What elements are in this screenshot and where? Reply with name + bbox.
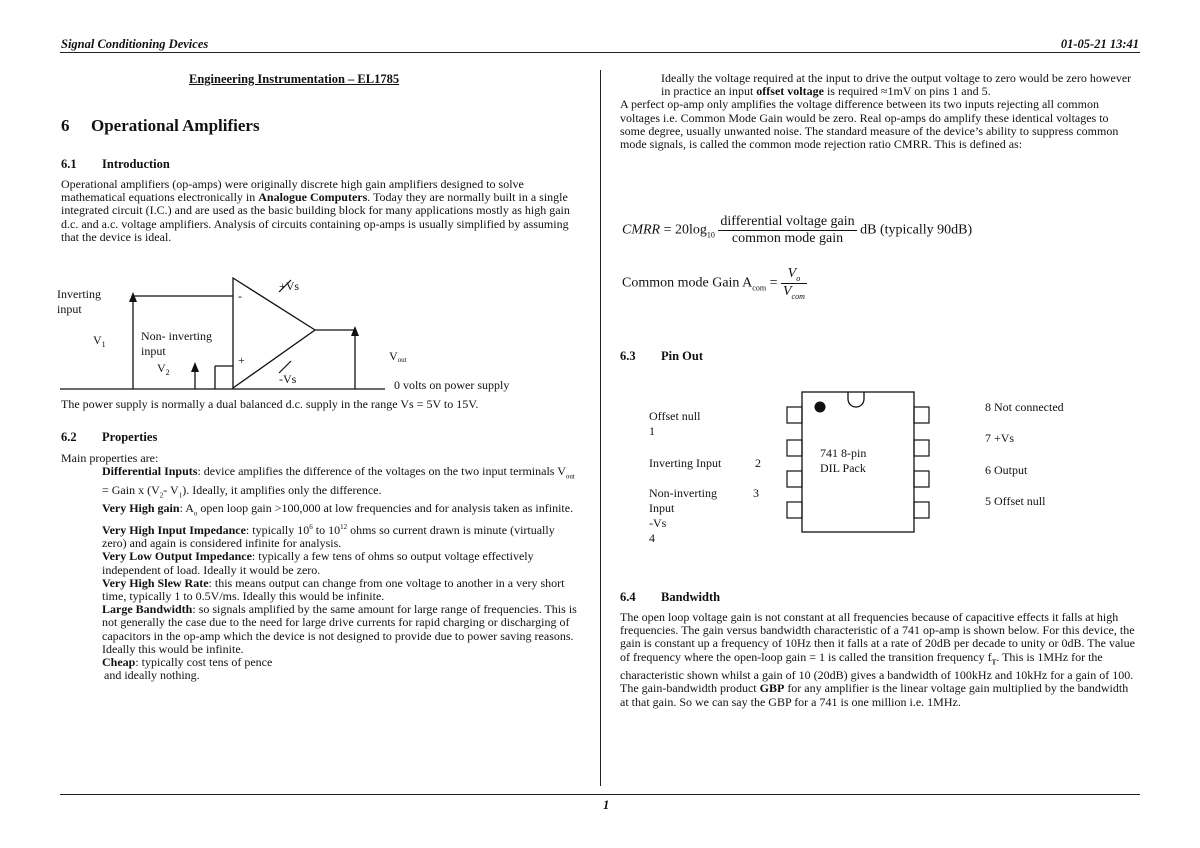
cmrr-symbol: CMRR bbox=[622, 222, 661, 238]
noninverting-input-label-1: Non- inverting bbox=[141, 329, 212, 343]
pin4-number: 4 bbox=[649, 531, 655, 545]
section-number: 6.2 bbox=[61, 430, 77, 444]
section-title: Properties bbox=[102, 430, 158, 444]
list-item: Cheap: typically cost tens of pence bbox=[102, 655, 273, 670]
section-6-3-heading bbox=[620, 349, 703, 364]
pin-8 bbox=[914, 407, 929, 423]
cmrr-formula: CMRR = $20\log_{10}$ $\frac{\text{differential voltage gain}}{\text{common mode gain}}$ dB (typically 90dB) bbox=[622, 214, 973, 246]
acm-fraction: $\frac{V_o}{V_{com}}$ bbox=[782, 266, 805, 301]
pin4-label: -Vs bbox=[649, 516, 667, 530]
running-header-date: 01-05-21 13:41 bbox=[1060, 37, 1139, 51]
pin-1 bbox=[787, 407, 802, 423]
section-6-1-heading bbox=[61, 157, 170, 172]
gbp-term: GBP bbox=[759, 681, 785, 696]
inverting-input-label-2: input bbox=[57, 302, 82, 316]
intro-bold-term: Analogue Computers bbox=[258, 190, 368, 205]
section-6-4-heading bbox=[620, 590, 720, 605]
pin1-marker-dot bbox=[815, 402, 826, 413]
offset-voltage-term: offset voltage bbox=[756, 84, 824, 99]
list-item: Very High Slew Rate: this means output can change from one voltage to another in a very short time, typically 1 to 0.5V/ms. Ideally this would be infinite. bbox=[102, 575, 565, 603]
pin3-label: Non-inverting bbox=[649, 486, 717, 500]
section-title: Introduction bbox=[102, 157, 170, 171]
pin1-number: 1 bbox=[649, 424, 655, 438]
plus-vs-label: +Vs bbox=[279, 279, 300, 293]
zero-volts-label: 0 volts on power supply bbox=[394, 378, 510, 392]
chapter-heading bbox=[61, 116, 260, 136]
chip-label-1: 741 8-pin bbox=[820, 446, 867, 460]
course-title: Engineering Instrumentation – EL1785 bbox=[189, 72, 400, 86]
pin-6 bbox=[914, 471, 929, 487]
pin3-number: 3 bbox=[753, 486, 759, 500]
chip-notch bbox=[848, 392, 864, 407]
section-number: 6.3 bbox=[620, 349, 636, 363]
pin-2 bbox=[787, 440, 802, 456]
common-mode-gain-formula: Common mode Gain $A_{com}$ = $\frac{V_o}{V_{com}}$ bbox=[622, 266, 805, 301]
properties-list bbox=[61, 465, 581, 682]
section-title: Bandwidth bbox=[661, 590, 721, 604]
section-6-2-heading bbox=[61, 430, 157, 445]
pin2-label: Inverting Input bbox=[649, 456, 722, 470]
page-number: 1 bbox=[603, 798, 610, 812]
cmrr-paragraph: A perfect op-amp only amplifies the voltage difference between its two inputs rejecting all common voltages i.e. Common Mode Gain would be zero. Real op-amps do amplify these identical voltages to some degree, usually unwanted noise. The standard measure of the device’s ability to suppress common mode signals, is called the common mode rejection ratio CMRR. This is defined as: bbox=[620, 97, 1119, 152]
pin6-label: 6 Output bbox=[985, 463, 1028, 477]
chapter-number: 6 bbox=[61, 116, 70, 135]
list-item: Very Low Output Impedance: typically a few tens of ohms so output voltage effectively independent of load. Ideally it would be zero. bbox=[102, 549, 534, 577]
pin-5 bbox=[914, 502, 929, 518]
noninverting-input-label-2: input bbox=[141, 344, 166, 358]
minus-sign: - bbox=[238, 289, 242, 303]
list-item: Very High Input Impedance: typically $10^6$ to $10^{12}$ ohms so current drawn is minute (virtually zero) and again is considered infinite for analysis. bbox=[102, 522, 555, 551]
inverting-input-label-1: Inverting bbox=[57, 287, 101, 301]
pin5-label: 5 Offset null bbox=[985, 494, 1046, 508]
list-item: Large Bandwidth: so signals amplified by the same amount for large range of frequencies. This is not generally the case due to the need for large drive currents for rapid charging or discharging of capacitors in the op-amp which the device is not designed to provide due to power saving reasons. Ideally this would be infinite. bbox=[102, 602, 577, 656]
plus-sign: + bbox=[238, 353, 245, 367]
v2-label: $V_2$ bbox=[157, 361, 170, 377]
chip-label-2: DIL Pack bbox=[820, 461, 866, 475]
intro-text-a: Operational amplifiers (op-amps) were originally discrete high gain amplifiers designed to solve mathematical equations electronically in bbox=[61, 177, 524, 205]
section-number: 6.4 bbox=[620, 590, 636, 604]
vout-label: Vout bbox=[389, 349, 407, 364]
list-item: Differential Inputs: device amplifies the difference of the voltages on the two input terminals $V_{out}$ = Gain x ($V_2-$ $V_1$). Ideally, it amplifies only the difference. bbox=[102, 464, 575, 500]
list-item: Very High gain: $A_o$ open loop gain >100,000 at low frequencies and for analysis taken as infinite. bbox=[102, 501, 574, 518]
list-item-tail: and ideally nothing. bbox=[104, 668, 200, 683]
pin7-label: 7 +Vs bbox=[985, 431, 1015, 445]
pinout-diagram bbox=[640, 385, 1110, 555]
column-divider bbox=[600, 70, 601, 786]
pin3-label-2: Input bbox=[649, 501, 675, 515]
section-number: 6.1 bbox=[61, 157, 77, 171]
bandwidth-paragraph: The open loop voltage gain is not constant at all frequencies because of capacitive effects it falls at high frequencies. The gain versus bandwidth characteristic of a 741 op-amp is shown below. For this device, the gain is constant up a frequency of 10Hz then it falls at a rate of 20dB per decade to unity or 0dB. The value of frequency where the open-loop gain = 1 is called the transition frequency $f_T$. This is 1MHz for the characteristic shown whilst a gain of 10 (20dB) gives a bandwidth of 100kHz and 10kHz for a gain of 100. The gain-bandwidth product GBP for any amplifier is the linear voltage gain multiplied by the bandwidth at that gain. So we can say the GBP for a 741 is one million i.e. 1MHz. bbox=[620, 610, 1135, 709]
header-rule bbox=[60, 52, 1140, 53]
chapter-title: Operational Amplifiers bbox=[91, 116, 260, 135]
cmrr-fraction: $\frac{\text{differential voltage gain}}{\text{common mode gain}}$ bbox=[720, 214, 855, 246]
minus-vs-label: -Vs bbox=[279, 372, 297, 386]
pin8-label: 8 Not connected bbox=[985, 400, 1064, 414]
properties-block bbox=[61, 452, 581, 682]
running-header-title: Signal Conditioning Devices bbox=[61, 37, 209, 51]
power-supply-note: The power supply is normally a dual balanced d.c. supply in the range Vs = 5V to 15V. bbox=[61, 397, 479, 411]
pin-3 bbox=[787, 471, 802, 487]
properties-lead: Main properties are: bbox=[61, 451, 159, 465]
pin-7 bbox=[914, 440, 929, 456]
pin-4 bbox=[787, 502, 802, 518]
opamp-triangle bbox=[233, 278, 315, 388]
offset-voltage-paragraph: Ideally the voltage required at the input to drive the output voltage to zero would be zero however in practice an input offset voltage is required ≈1mV on pins 1 and 5. A perfect op-amp only amplifies the voltage difference between its two inputs rejecting all common voltages i.e. Common Mode Gain would be zero. Real op-amps do amplify these identical voltages to some degree, usually unwanted noise. The standard measure of the device’s ability to suppress common mode signals, is called the common mode rejection ratio CMRR. This is defined as: bbox=[620, 72, 1135, 151]
pin1-label: Offset null bbox=[649, 409, 701, 423]
section-title: Pin Out bbox=[661, 349, 704, 363]
v1-label: $V_1$ bbox=[93, 333, 106, 349]
intro-paragraph bbox=[61, 178, 581, 244]
intro-text-b: . Today they are normally built in a single integrated circuit (I.C.) and are used as the basic building block for many applications mostly as high gain d.c. and a.c. voltage amplifiers. Analysis of circuits containing op-amps is usually simplified by assuming that the device is ideal. bbox=[61, 190, 570, 244]
pin2-number: 2 bbox=[755, 456, 761, 470]
opamp-circuit-diagram bbox=[55, 272, 555, 396]
footer-rule bbox=[60, 794, 1140, 795]
